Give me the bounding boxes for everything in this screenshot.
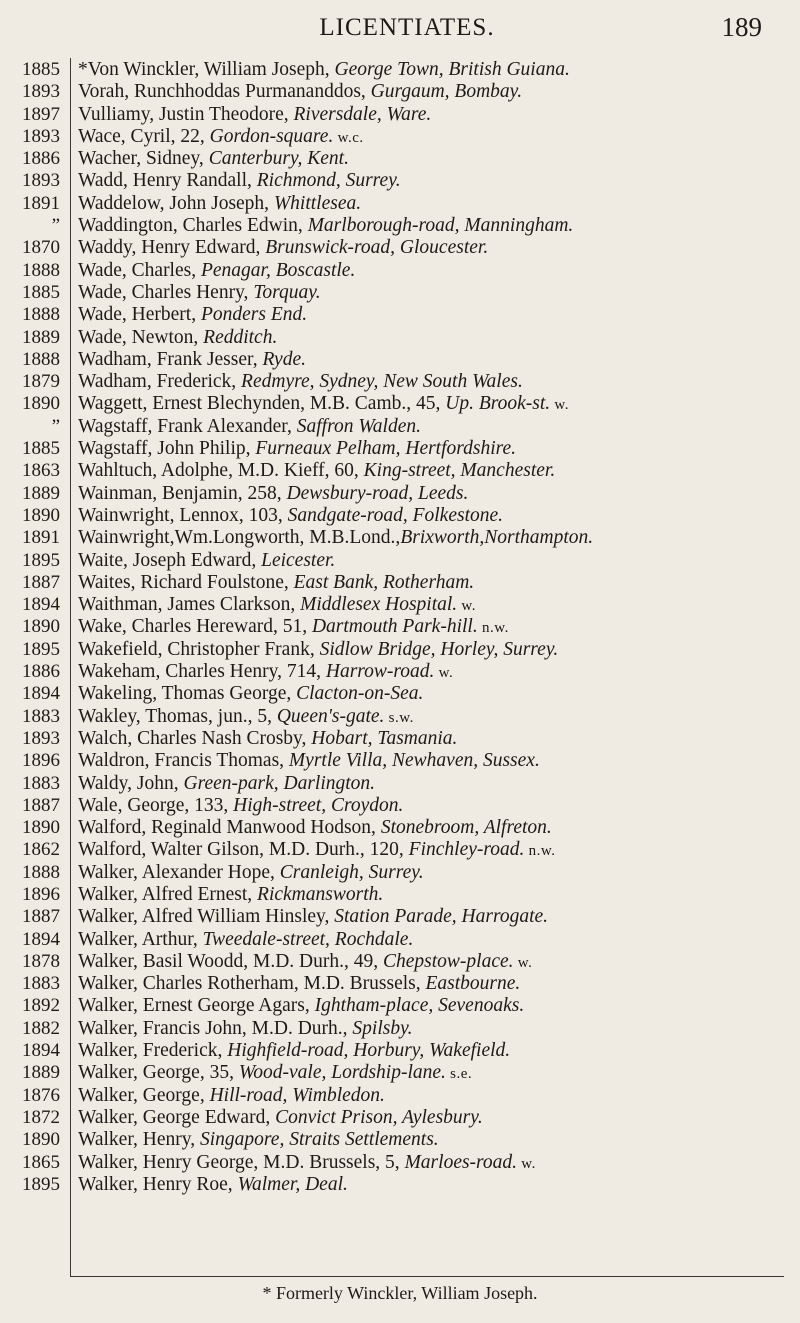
entry-year: 1893	[22, 125, 60, 147]
entry-address: Ryde.	[262, 348, 306, 370]
entry-year: 1862	[22, 839, 60, 861]
entry-address: Middlesex Hospital.	[300, 594, 458, 616]
list-item	[78, 460, 792, 482]
entry-address: Singapore, Straits Settlements.	[200, 1129, 439, 1151]
entry-name: Waldy, John,	[78, 772, 184, 794]
entry-name: Walker, George, 35,	[78, 1062, 239, 1084]
entry-year: 1891	[22, 192, 60, 214]
entry-year: 1896	[22, 883, 60, 905]
entry-name: Wakefield, Christopher Frank,	[78, 638, 320, 660]
list-item	[78, 1107, 792, 1129]
entry-address: Riversdale, Ware.	[293, 103, 432, 125]
list-item	[78, 773, 792, 795]
entry-year: 1894	[22, 594, 60, 616]
list-item	[78, 706, 792, 728]
list-item	[78, 1018, 792, 1040]
list-item	[78, 104, 792, 126]
entry-name: *Von Winckler, William Joseph,	[78, 59, 335, 80]
entry-year: 1896	[22, 750, 60, 772]
entry-year: ”	[51, 415, 60, 437]
list-item	[78, 81, 792, 103]
entry-name: Walch, Charles Nash Crosby,	[78, 727, 312, 749]
entry-year: 1886	[22, 148, 60, 170]
footnote-rule	[70, 1276, 784, 1277]
list-item	[78, 550, 792, 572]
entry-address: High-street, Croydon.	[233, 794, 404, 816]
list-item	[78, 906, 792, 928]
entry-name: Walford, Walter Gilson, M.D. Durh., 120,	[78, 839, 409, 861]
entry-address: Wood-vale, Lordship-lane.	[238, 1062, 446, 1084]
entry-year: 1887	[22, 906, 60, 928]
entry-name: Walker, Alfred Ernest,	[78, 883, 258, 905]
entry-address: Up. Brook-st.	[445, 393, 551, 415]
entry-address: Canterbury, Kent.	[208, 148, 349, 170]
entry-address: Furneaux Pelham, Hertfordshire.	[255, 438, 517, 460]
entry-year: 1890	[22, 393, 60, 415]
entry-name: Wakeham, Charles Henry, 714,	[78, 661, 326, 683]
list-item	[78, 1085, 792, 1107]
entry-address: Dewsbury-road, Leeds.	[286, 482, 469, 504]
entry-year: 1890	[22, 1129, 60, 1151]
entry-year: 1894	[22, 928, 60, 950]
year-column	[6, 59, 60, 1196]
entry-year: 1885	[22, 59, 60, 80]
entry-address: Myrtle Villa, Newhaven, Sussex.	[288, 750, 540, 772]
entry-year: 1886	[22, 661, 60, 683]
entry-postal-district: w.	[513, 954, 533, 971]
entry-address: Rickmansworth.	[257, 883, 384, 905]
entry-year: 1887	[22, 794, 60, 816]
list-item	[78, 505, 792, 527]
list-item	[78, 973, 792, 995]
entry-address: Convict Prison, Aylesbury.	[275, 1106, 483, 1128]
entry-address: Torquay.	[253, 281, 321, 303]
list-item	[78, 416, 792, 438]
list-item	[78, 237, 792, 259]
list-item	[78, 795, 792, 817]
entry-name: Walker, Charles Rotherham, M.D. Brussels,	[78, 973, 426, 995]
entry-postal-district: n.w.	[524, 843, 556, 860]
list-item	[78, 59, 792, 81]
entry-address: Marloes-road.	[404, 1151, 518, 1173]
entry-address: Station Parade, Harrogate.	[334, 906, 549, 928]
entry-address: Gurgaum, Bombay.	[370, 81, 523, 103]
list-item	[78, 862, 792, 884]
entry-name: Wakeling, Thomas George,	[78, 683, 297, 705]
entry-postal-district: n.w.	[477, 620, 509, 637]
entry-name: Wagstaff, John Philip,	[78, 438, 256, 460]
entry-year: 1897	[22, 103, 60, 125]
entry-year: 1895	[22, 549, 60, 571]
entry-address: Highfield-road, Horbury, Wakefield.	[227, 1040, 511, 1062]
entry-address: Chepstow-place.	[382, 950, 514, 972]
entry-name: Waddy, Henry Edward,	[78, 237, 266, 259]
entry-address: Whittlesea.	[273, 192, 362, 214]
entry-name: Vorah, Runchhoddas Purmananddos,	[78, 81, 371, 103]
entry-address: Harrow-road.	[325, 661, 435, 683]
list-item	[78, 929, 792, 951]
entry-name: Wadham, Frank Jesser,	[78, 348, 263, 370]
entry-address: Clacton-on-Sea.	[296, 683, 424, 705]
entry-address: Saffron Walden.	[296, 415, 421, 437]
entry-year: 1888	[22, 259, 60, 281]
entry-name: Walker, George Edward,	[78, 1106, 276, 1128]
list-item	[78, 884, 792, 906]
entry-address: Ightham-place, Sevenoaks.	[314, 995, 525, 1017]
entry-name: Waggett, Ernest Blechynden, M.B. Camb., 45,	[78, 393, 446, 415]
list-item	[78, 639, 792, 661]
entry-year: 1879	[22, 371, 60, 393]
entry-name: Wahltuch, Adolphe, M.D. Kieff, 60,	[78, 460, 364, 482]
entry-name: Wadd, Henry Randall,	[78, 170, 257, 192]
entry-year: 1883	[22, 705, 60, 727]
entry-postal-district: w.	[434, 665, 454, 682]
entry-year: 1883	[22, 973, 60, 995]
entry-postal-district: s.e.	[445, 1066, 473, 1083]
entry-address: Eastbourne.	[425, 973, 521, 995]
entry-name: Walker, Basil Woodd, M.D. Durh., 49,	[78, 950, 383, 972]
list-item	[78, 282, 792, 304]
entry-name: Walker, Henry,	[78, 1129, 200, 1151]
entry-address: Queen's-gate.	[276, 705, 385, 727]
entry-address: Richmond, Surrey.	[256, 170, 401, 192]
entry-postal-district: w.c.	[333, 129, 364, 146]
entry-name: Vulliamy, Justin Theodore,	[78, 103, 294, 125]
list-item	[78, 304, 792, 326]
entry-year: ”	[51, 215, 60, 237]
entry-year: 1885	[22, 438, 60, 460]
list-item	[78, 170, 792, 192]
entry-year: 1878	[22, 950, 60, 972]
entry-year: 1892	[22, 995, 60, 1017]
entry-name: Wainwright, Lennox, 103,	[78, 504, 288, 526]
entry-name: Wade, Charles Henry,	[78, 281, 254, 303]
entry-address: Ponders End.	[200, 304, 308, 326]
entry-name: Walker, Francis John, M.D. Durh.,	[78, 1017, 353, 1039]
entry-postal-district: w.	[550, 397, 569, 414]
entry-year: 1863	[22, 460, 60, 482]
entry-year: 1885	[22, 281, 60, 303]
entry-name: Waddelow, John Joseph,	[78, 192, 274, 214]
entry-address: Hobart, Tasmania.	[311, 727, 458, 749]
page-number: 189	[721, 12, 762, 42]
list-item	[78, 951, 792, 973]
list-item	[78, 661, 792, 683]
entry-name: Waite, Joseph Edward,	[78, 549, 262, 571]
entry-address: Walmer, Deal.	[237, 1173, 348, 1195]
entry-address: Brixworth,Northampton.	[400, 527, 594, 549]
running-head: LICENTIATES.	[319, 14, 495, 41]
entry-name: Walker, Alfred William Hinsley,	[78, 906, 335, 928]
entry-year: 1893	[22, 81, 60, 103]
entry-name: Walker, Alexander Hope,	[78, 861, 280, 883]
entry-name: Walker, Arthur,	[78, 928, 203, 950]
entry-name: Wace, Cyril, 22,	[78, 125, 210, 147]
entry-year: 1888	[22, 861, 60, 883]
entry-name: Walker, Henry George, M.D. Brussels, 5,	[78, 1151, 405, 1173]
list-item	[78, 193, 792, 215]
list-item	[78, 1129, 792, 1151]
entry-address: Hill-road, Wimbledon.	[209, 1084, 385, 1106]
footnote: * Formerly Winckler, William Joseph.	[262, 1283, 538, 1303]
list-item	[78, 393, 792, 415]
entry-address: Leicester.	[261, 549, 336, 571]
entry-year: 1865	[22, 1151, 60, 1173]
entry-year: 1895	[22, 638, 60, 660]
entry-address: Finchley-road.	[408, 839, 525, 861]
list-item	[78, 728, 792, 750]
list-item	[78, 616, 792, 638]
licentiate-list	[78, 59, 792, 1196]
entry-name: Walker, George,	[78, 1084, 210, 1106]
entry-postal-district: w.	[457, 598, 477, 615]
list-item	[78, 572, 792, 594]
list-item	[78, 683, 792, 705]
entry-year: 1876	[22, 1084, 60, 1106]
entry-address: Spilsby.	[352, 1017, 413, 1039]
list-item	[78, 148, 792, 170]
entry-address: Tweedale-street, Rochdale.	[202, 928, 414, 950]
entry-address: Redmyre, Sydney, New South Wales.	[241, 371, 523, 393]
list-item	[78, 327, 792, 349]
entry-address: Green-park, Darlington.	[183, 772, 376, 794]
entry-address: George Town, British Guiana.	[334, 59, 570, 80]
list-item	[78, 995, 792, 1017]
list-item	[78, 483, 792, 505]
entry-address: King-street, Manchester.	[363, 460, 556, 482]
entry-name: Waddington, Charles Edwin,	[78, 215, 308, 237]
entry-address: Marlborough-road, Manningham.	[307, 215, 574, 237]
list-item	[78, 1174, 792, 1196]
page-header	[40, 8, 774, 48]
entry-name: Wake, Charles Hereward, 51,	[78, 616, 312, 638]
entry-year: 1889	[22, 326, 60, 348]
entry-name: Waithman, James Clarkson,	[78, 594, 301, 616]
entry-address: Penagar, Boscastle.	[200, 259, 356, 281]
entry-address: Brunswick-road, Gloucester.	[265, 237, 489, 259]
list-item	[78, 527, 792, 549]
entry-name: Walker, Henry Roe,	[78, 1173, 238, 1195]
list-item	[78, 817, 792, 839]
entry-name: Waites, Richard Foulstone,	[78, 571, 294, 593]
entry-year: 1894	[22, 683, 60, 705]
entry-address: Redditch.	[203, 326, 278, 348]
entry-address: East Bank, Rotherham.	[293, 571, 475, 593]
entry-name: Wainwright,Wm.Longworth, M.B.Lond.,	[78, 527, 401, 549]
entry-address: Sidlow Bridge, Horley, Surrey.	[319, 638, 559, 660]
entry-year: 1888	[22, 348, 60, 370]
entry-year: 1889	[22, 1062, 60, 1084]
entry-year: 1895	[22, 1173, 60, 1195]
entry-year: 1883	[22, 772, 60, 794]
entry-name: Wade, Newton,	[78, 326, 204, 348]
entry-year: 1890	[22, 504, 60, 526]
list-item	[78, 594, 792, 616]
entry-year: 1888	[22, 304, 60, 326]
list-item	[78, 1152, 792, 1174]
list-item	[78, 349, 792, 371]
entry-year: 1893	[22, 727, 60, 749]
entry-year: 1894	[22, 1040, 60, 1062]
entry-year: 1887	[22, 571, 60, 593]
list-item	[78, 750, 792, 772]
entry-name: Wagstaff, Frank Alexander,	[78, 415, 297, 437]
list-item	[78, 1040, 792, 1062]
entry-year: 1890	[22, 817, 60, 839]
entry-year: 1872	[22, 1106, 60, 1128]
list-item	[78, 438, 792, 460]
list-item	[78, 260, 792, 282]
entry-postal-district: s.w.	[384, 709, 414, 726]
entry-year: 1890	[22, 616, 60, 638]
entry-address: Gordon-square.	[209, 125, 334, 147]
entry-name: Wale, George, 133,	[78, 794, 234, 816]
entry-year: 1870	[22, 237, 60, 259]
entry-name: Walker, Frederick,	[78, 1040, 228, 1062]
entry-postal-district: w.	[517, 1155, 536, 1172]
entry-address: Sandgate-road, Folkestone.	[287, 504, 504, 526]
entry-year: 1882	[22, 1017, 60, 1039]
entry-address: Cranleigh, Surrey.	[279, 861, 424, 883]
entry-name: Wainman, Benjamin, 258,	[78, 482, 287, 504]
column-divider	[70, 58, 71, 1276]
list-item	[78, 839, 792, 861]
entry-name: Wakley, Thomas, jun., 5,	[78, 705, 277, 727]
list-item	[78, 371, 792, 393]
list-item	[78, 215, 792, 237]
entry-year: 1891	[22, 527, 60, 549]
entry-name: Wade, Charles,	[78, 259, 201, 281]
list-item	[78, 1062, 792, 1084]
entry-year: 1889	[22, 482, 60, 504]
entry-name: Wade, Herbert,	[78, 304, 201, 326]
entry-name: Wadham, Frederick,	[78, 371, 242, 393]
entry-name: Walford, Reginald Manwood Hodson,	[78, 817, 381, 839]
entry-address: Dartmouth Park-hill.	[311, 616, 478, 638]
entry-name: Walker, Ernest George Agars,	[78, 995, 315, 1017]
entry-name: Waldron, Francis Thomas,	[78, 750, 289, 772]
entry-name: Wacher, Sidney,	[78, 148, 209, 170]
entry-address: Stonebroom, Alfreton.	[380, 817, 552, 839]
entry-year: 1893	[22, 170, 60, 192]
list-item	[78, 126, 792, 148]
